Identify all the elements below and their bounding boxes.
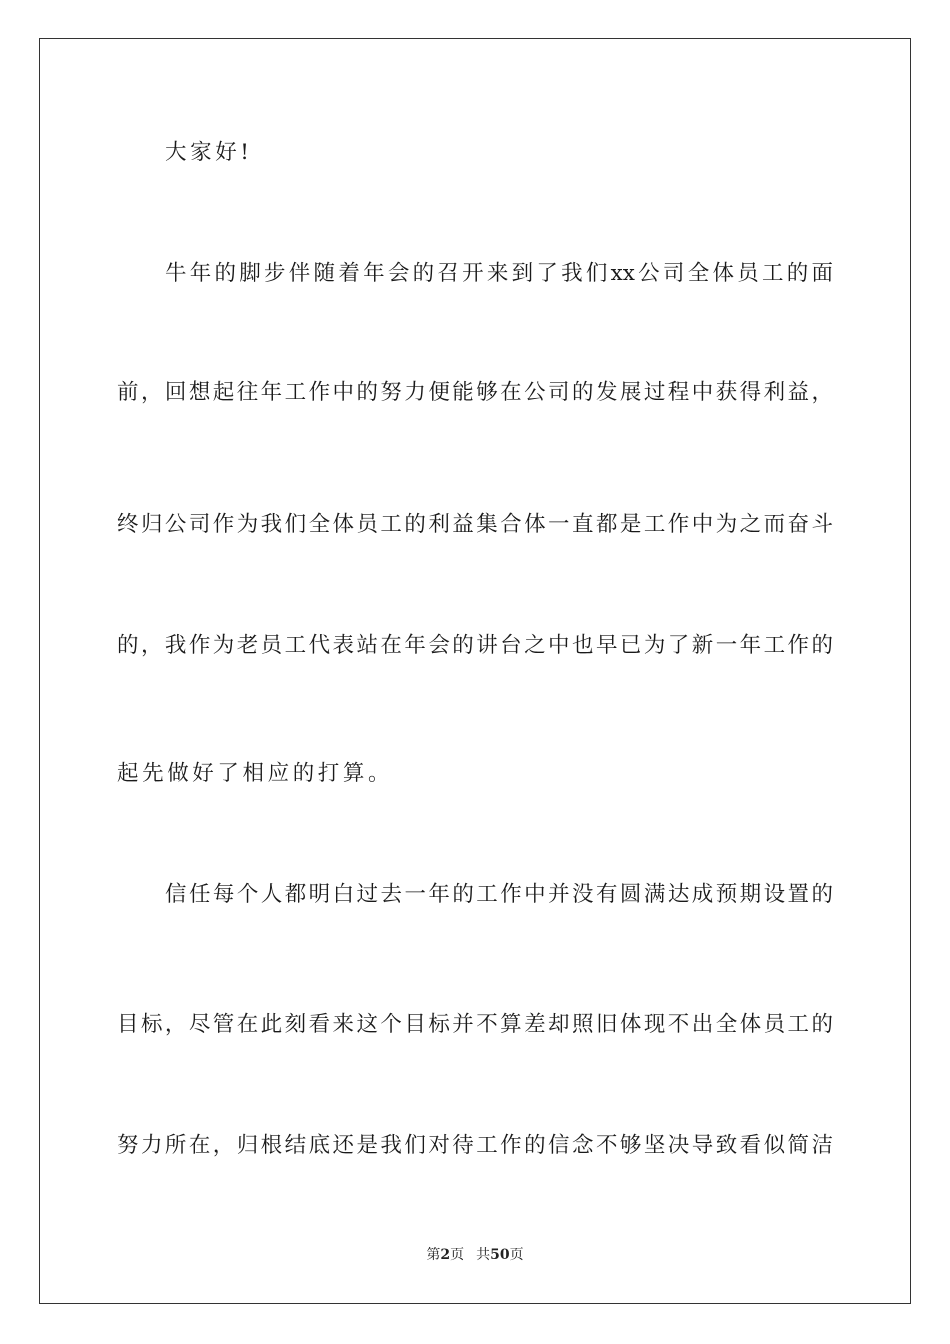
greeting: 大家好! [165,140,253,165]
page-suffix: 页 [450,1247,465,1263]
paragraph-2-line-2: 目标，尽管在此刻看来这个目标并不算差却照旧体现不出全体员工的 [117,1012,833,1037]
paragraph-2-line-3: 努力所在，归根结底还是我们对待工作的信念不够坚决导致看似简洁 [117,1133,833,1158]
total-pages: 50 [490,1247,510,1263]
total-suffix: 页 [509,1247,524,1263]
page-footer [0,1246,950,1264]
paragraph-1-line-3: 终归公司作为我们全体员工的利益集合体一直都是工作中为之而奋斗 [117,512,833,537]
paragraph-1-line-4: 的，我作为老员工代表站在年会的讲台之中也早已为了新一年工作的 [117,633,833,658]
paragraph-1-line-5: 起先做好了相应的打算。 [117,761,394,786]
paragraph-1-line-1: 牛年的脚步伴随着年会的召开来到了我们xx公司全体员工的面 [165,261,833,286]
page-prefix: 第 [426,1247,441,1263]
paragraph-2-line-1: 信任每个人都明白过去一年的工作中并没有圆满达成预期设置的 [165,882,833,907]
page-number: 2 [440,1247,451,1263]
page-border [39,38,911,1304]
total-prefix: 共 [476,1247,491,1263]
paragraph-1-line-2: 前，回想起往年工作中的努力便能够在公司的发展过程中获得利益， [117,380,833,405]
